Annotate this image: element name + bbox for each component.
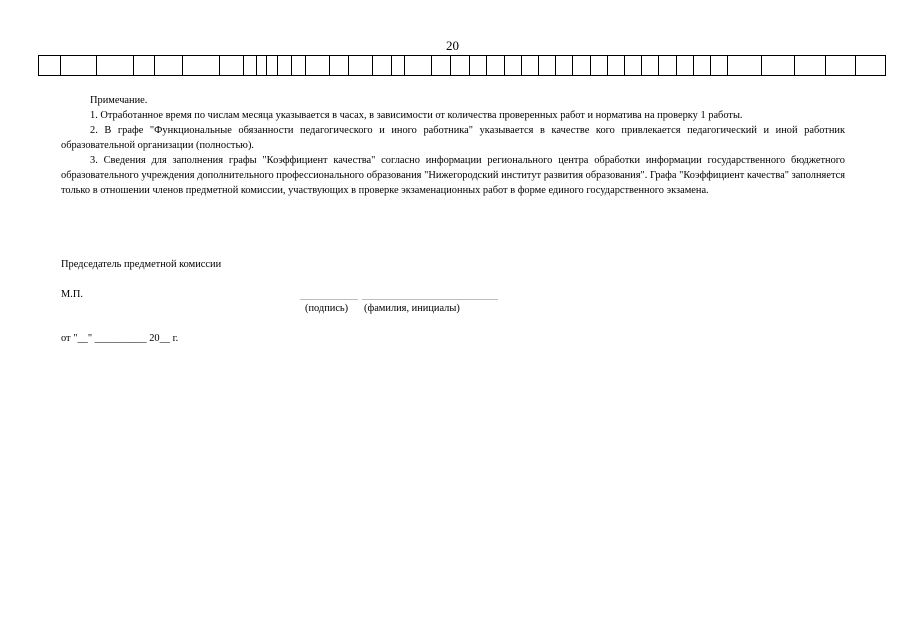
note-section	[61, 93, 845, 198]
table-grid	[38, 55, 886, 76]
note-heading: Примечание.	[90, 95, 148, 106]
signature-caption: (подпись)	[305, 303, 349, 314]
date-line: от "__" __________ 20__ г.	[61, 333, 179, 344]
stamp-label: М.П.	[61, 289, 83, 300]
chairman-label: Председатель предметной комиссии	[61, 259, 222, 270]
note-item-1: 1. Отработанное время по числам месяца указывается в часах, в зависимости от количества проверенных работ и норматива на проверку 1 работы.	[90, 110, 743, 121]
table-header-row	[38, 55, 886, 76]
name-caption: (фамилия, инициалы)	[364, 303, 460, 314]
page-number: 20	[446, 38, 459, 53]
note-item-2: 2. В графе "Функциональные обязанности педагогического и иного работника" указывается в качестве кого привлекается педагогический и иной работник образовательной организации (полностью).	[61, 125, 845, 151]
note-item-3: 3. Сведения для заполнения графы "Коэффициент качества" согласно информации регионального центра обработки информации государственного бюджетного образовательного учреждения дополнительного профессионального образования "Нижегородский институт развития образования". Графа "Коэффициент качества" заполняется только в отношении членов предметной комиссии, участвующих в проверке экзаменационных работ в форме единого государственного экзамена.	[61, 155, 845, 196]
signature-line	[300, 299, 358, 300]
name-line	[362, 299, 498, 300]
table-outer-border	[39, 56, 886, 76]
